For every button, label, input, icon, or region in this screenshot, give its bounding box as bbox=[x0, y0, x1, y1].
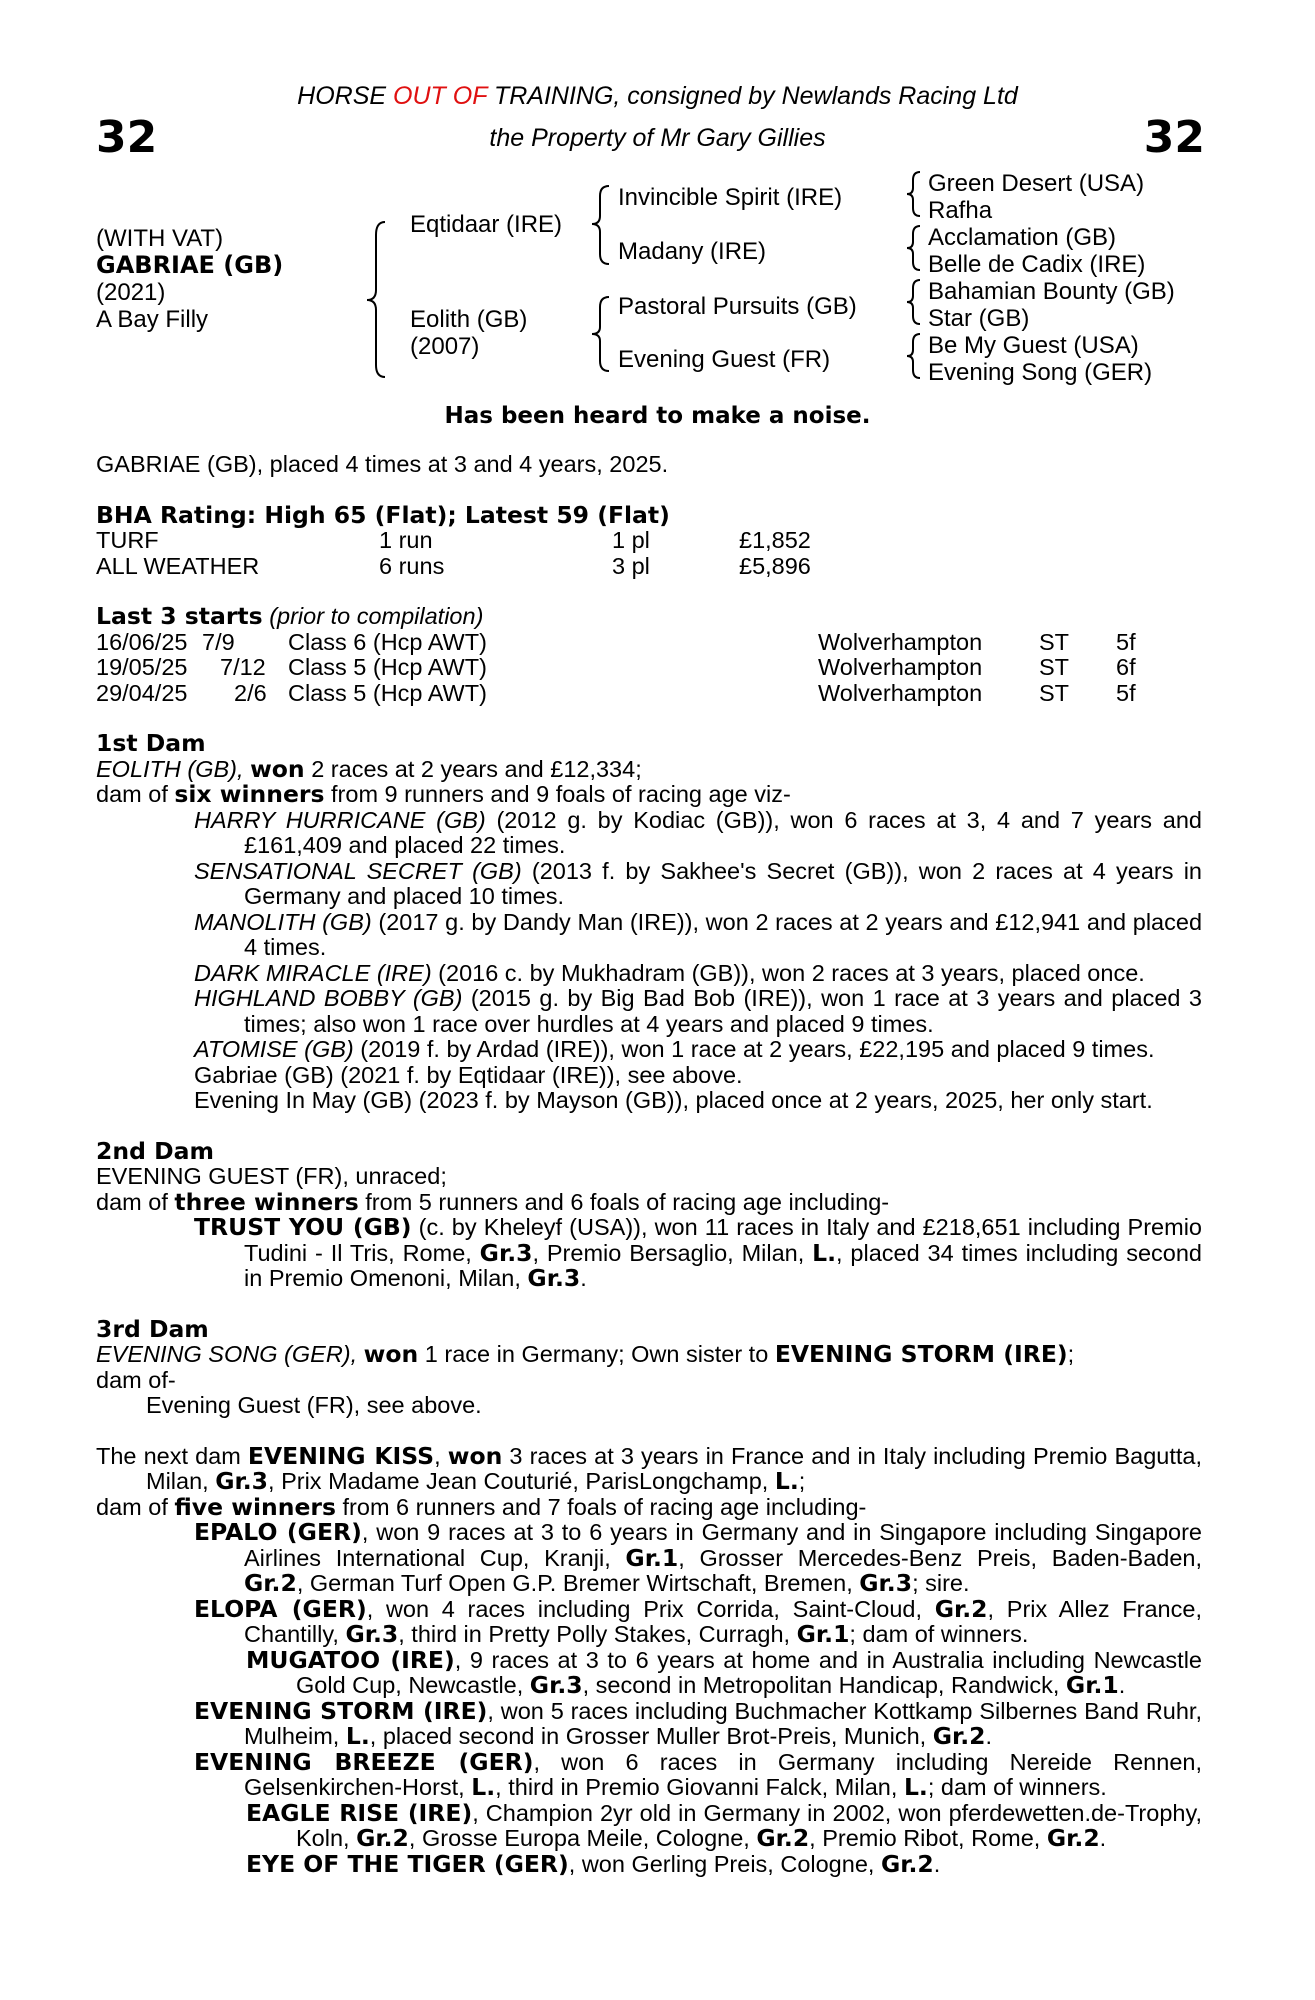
rating-row-turf bbox=[96, 528, 1202, 554]
noise-notice: Has been heard to make a noise. bbox=[444, 403, 871, 429]
group-grade: Gr.3 bbox=[479, 1238, 533, 1267]
start-row bbox=[96, 681, 1202, 707]
progeny-text: , won 4 races including Prix Corrida, Saint-Cloud, bbox=[366, 1595, 935, 1622]
won-label: won bbox=[363, 1340, 419, 1368]
sister-name: EVENING STORM (IRE) bbox=[774, 1340, 1068, 1368]
horse-name: GABRIAE (GB) bbox=[96, 251, 284, 279]
listed-grade: L. bbox=[812, 1238, 837, 1267]
bha-rating: BHA Rating: High 65 (Flat); Latest 59 (Flat) bbox=[96, 500, 670, 529]
progeny-text: (2016 c. by Mukhadram (GB)), won 2 races at 3 years, placed once. bbox=[431, 959, 1145, 986]
last-starts-title: Last 3 starts bbox=[96, 602, 263, 630]
progeny-text: . bbox=[1099, 1825, 1107, 1851]
text: ; bbox=[798, 1468, 806, 1494]
progeny-text: , Grosse Europa Meile, Cologne, bbox=[408, 1825, 757, 1851]
runs: 6 runs bbox=[379, 552, 445, 579]
progeny-name: ATOMISE (GB) bbox=[194, 1036, 354, 1062]
dam-name: EVENING KISS bbox=[247, 1441, 435, 1470]
dam-name: EOLITH (GB), bbox=[96, 755, 244, 782]
progeny-text: ; sire. bbox=[912, 1570, 970, 1596]
group-grade: Gr.2 bbox=[244, 1569, 297, 1597]
progeny-entry: Evening Guest (FR), see above. bbox=[146, 1392, 482, 1418]
start-going: ST bbox=[1039, 679, 1070, 706]
progeny-text: , placed second in Grosser Muller Brot-Preis, Munich, bbox=[369, 1723, 933, 1749]
winners-count: three winners bbox=[174, 1187, 359, 1216]
progeny-entry bbox=[96, 986, 1202, 1037]
progeny-text: , placed 34 times including second in Premio Omenoni, Milan, bbox=[244, 1239, 1202, 1291]
progeny-name: SENSATIONAL SECRET (GB) bbox=[194, 857, 522, 884]
group-grade: Gr.2 bbox=[934, 1594, 988, 1623]
progeny-text: (2013 f. by Sakhee's Secret (GB)), won 2 races at 4 years in Germany and placed 10 times. bbox=[244, 857, 1202, 909]
progeny-entry: Evening In May (GB) (2023 f. by Mayson (GB)), placed once at 2 years, 2025, her only start. bbox=[194, 1087, 1153, 1113]
produce-prefix: dam of bbox=[96, 1493, 175, 1520]
race-summary: GABRIAE (GB), placed 4 times at 3 and 4 years, 2025. bbox=[96, 451, 669, 477]
progeny-text: . bbox=[1118, 1672, 1126, 1698]
last-starts-heading bbox=[96, 604, 1202, 630]
last-starts-note: (prior to compilation) bbox=[269, 603, 484, 629]
group-grade: Gr.3 bbox=[859, 1569, 913, 1597]
progeny-entry: Gabriae (GB) (2021 f. by Eqtidaar (IRE)), see above. bbox=[194, 1061, 743, 1088]
progeny-text: (2017 g. by Dandy Man (IRE)), won 2 races at 2 years and £12,941 and placed 4 times. bbox=[244, 908, 1203, 960]
progeny-text: , German Turf Open G.P. Bremer Wirtschaft, Bremen, bbox=[296, 1570, 860, 1596]
sire: Eqtidaar (IRE) bbox=[410, 211, 563, 238]
group-grade: Gr.1 bbox=[1065, 1671, 1119, 1699]
progeny-entry bbox=[96, 1747, 1202, 1801]
progeny-entry bbox=[96, 1594, 1202, 1648]
first-dam-record bbox=[96, 754, 1202, 783]
progeny-text: , Champion 2yr old in Germany in 2002, won pferdewetten.de-Trophy, Koln, bbox=[296, 1799, 1202, 1851]
start-distance: 5f bbox=[1116, 679, 1136, 706]
group-grade: Gr.2 bbox=[1046, 1824, 1100, 1852]
surface: TURF bbox=[96, 527, 159, 553]
start-going: ST bbox=[1039, 628, 1070, 655]
punctuation: ; bbox=[1067, 1341, 1075, 1367]
sire-sire: Invincible Spirit (IRE) bbox=[618, 184, 843, 211]
placings: 3 pl bbox=[612, 552, 650, 579]
progeny-text: (2012 g. by Kodiac (GB)), won 6 races at 3, 4 and 7 years and £161,409 and placed 22 times. bbox=[244, 806, 1202, 858]
progeny-text: , third in Pretty Polly Stakes, Curragh, bbox=[398, 1621, 797, 1647]
progeny-text: ; dam of winners. bbox=[849, 1621, 1029, 1647]
dam-name: EVENING SONG (GER), bbox=[96, 1341, 358, 1367]
won-label: won bbox=[447, 1441, 503, 1470]
progeny-text: ; dam of winners. bbox=[927, 1774, 1107, 1800]
group-grade: Gr.1 bbox=[796, 1620, 850, 1648]
g3-ancestor: Green Desert (USA) bbox=[928, 170, 1145, 197]
property-line: the Property of Mr Gary Gillies bbox=[489, 124, 826, 152]
text: The next dam bbox=[96, 1442, 248, 1469]
progeny-text: (c. by Kheleyf (USA)), won 11 races in Italy and £218,651 including Premio Tudini - Il Tris, Rome, bbox=[244, 1214, 1202, 1266]
progeny-entry bbox=[96, 1215, 1202, 1292]
produce-prefix: dam of bbox=[96, 1188, 175, 1215]
catalogue-body bbox=[96, 452, 1202, 1877]
prize-money: £1,852 bbox=[739, 527, 811, 553]
text: , Prix Madame Jean Couturié, ParisLongchamp, bbox=[268, 1468, 775, 1494]
dam: Eolith (GB) bbox=[410, 306, 528, 333]
start-distance: 6f bbox=[1116, 654, 1136, 680]
progeny-text: , Premio Bersaglio, Milan, bbox=[532, 1239, 813, 1266]
group-grade: Gr.3 bbox=[345, 1620, 399, 1648]
second-dam-produce bbox=[96, 1187, 1202, 1216]
produce-text: from 6 runners and 7 foals of racing age including- bbox=[335, 1493, 867, 1520]
progeny-entry bbox=[96, 910, 1202, 961]
group-grade: Gr.2 bbox=[932, 1722, 986, 1750]
header-red-text: OUT OF bbox=[393, 82, 488, 110]
start-position: 7/12 bbox=[220, 654, 266, 680]
start-class: Class 5 (Hcp AWT) bbox=[288, 679, 487, 706]
start-position: 2/6 bbox=[234, 679, 267, 706]
progeny-entry bbox=[96, 1798, 1202, 1852]
progeny-name: MANOLITH (GB) bbox=[194, 908, 372, 935]
g3-ancestor: Be My Guest (USA) bbox=[928, 332, 1139, 359]
listed-grade: L. bbox=[903, 1773, 928, 1801]
next-dam-produce bbox=[96, 1492, 1202, 1521]
progeny-text: , won 9 races at 3 to 6 years in Germany and in Singapore including Singapore Airlines International Cup, Kranji, bbox=[244, 1519, 1202, 1571]
start-course: Wolverhampton bbox=[818, 679, 983, 706]
header-prefix: HORSE bbox=[297, 82, 394, 110]
produce-text: from 9 runners and 9 foals of racing age viz- bbox=[324, 781, 791, 807]
progeny-name: EPALO (GER) bbox=[194, 1518, 362, 1546]
rating-row-all-weather bbox=[96, 554, 1202, 580]
winners-count: six winners bbox=[174, 780, 325, 808]
start-class: Class 5 (Hcp AWT) bbox=[288, 654, 487, 680]
dam-record-text: 2 races at 2 years and £12,334; bbox=[304, 755, 642, 782]
start-class: Class 6 (Hcp AWT) bbox=[288, 628, 487, 655]
won-label: won bbox=[250, 754, 305, 783]
progeny-text: . bbox=[580, 1265, 587, 1291]
progeny-name: HIGHLAND BOBBY (GB) bbox=[194, 985, 463, 1011]
progeny-text: . bbox=[985, 1723, 993, 1749]
placings: 1 pl bbox=[612, 527, 650, 553]
start-row bbox=[96, 630, 1202, 656]
g3-ancestor: Belle de Cadix (IRE) bbox=[928, 251, 1146, 278]
start-date: 19/05/25 bbox=[96, 654, 188, 680]
progeny-text: , Premio Ribot, Rome, bbox=[809, 1825, 1047, 1851]
sire-dam: Madany (IRE) bbox=[618, 238, 767, 265]
horse-vat: (WITH VAT) bbox=[96, 225, 224, 252]
winners-count: five winners bbox=[174, 1492, 336, 1521]
progeny-text: (2019 f. by Ardad (IRE)), won 1 race at 2 years, £22,195 and placed 9 times. bbox=[353, 1036, 1155, 1062]
g3-ancestor: Star (GB) bbox=[928, 305, 1030, 332]
progeny-entry bbox=[96, 1037, 1202, 1063]
progeny-name: HARRY HURRICANE (GB) bbox=[194, 806, 486, 833]
progeny-text: , third in Premio Giovanni Falck, Milan, bbox=[495, 1774, 904, 1800]
runs: 1 run bbox=[379, 527, 433, 553]
progeny-text: , won 6 races in Germany including Nereide Rennen, Gelsenkirchen-Horst, bbox=[244, 1748, 1202, 1800]
first-dam-produce bbox=[96, 782, 1202, 808]
header-suffix: TRAINING, consigned by Newlands Racing Ltd bbox=[487, 82, 1018, 110]
start-position: 7/9 bbox=[202, 628, 235, 655]
progeny-text: (2015 g. by Big Bad Bob (IRE)), won 1 race at 3 years and placed 3 times; also won 1 race over hurdles at 4 years and placed 9 times. bbox=[244, 985, 1202, 1037]
progeny-name: EAGLE RISE (IRE) bbox=[246, 1798, 473, 1827]
third-dam-heading: 3rd Dam bbox=[96, 1314, 209, 1343]
listed-grade: L. bbox=[774, 1467, 799, 1495]
progeny-name: EVENING BREEZE (GER) bbox=[194, 1747, 534, 1776]
progeny-entry bbox=[96, 859, 1202, 910]
horse-year: (2021) bbox=[96, 279, 166, 306]
start-distance: 5f bbox=[1116, 628, 1136, 655]
group-grade: Gr.3 bbox=[527, 1264, 581, 1292]
progeny-name: TRUST YOU (GB) bbox=[194, 1213, 412, 1241]
progeny-name: EYE OF THE TIGER (GER) bbox=[246, 1849, 569, 1878]
prize-money: £5,896 bbox=[739, 552, 811, 579]
start-course: Wolverhampton bbox=[818, 628, 983, 655]
start-date: 16/06/25 bbox=[96, 628, 188, 655]
group-grade: Gr.1 bbox=[625, 1543, 679, 1572]
progeny-text: , won 5 races including Buchmacher Kottkamp Silbernes Band Ruhr, Mulheim, bbox=[244, 1697, 1202, 1749]
g3-ancestor: Acclamation (GB) bbox=[928, 224, 1117, 251]
group-grade: Gr.2 bbox=[356, 1824, 409, 1852]
group-grade: Gr.2 bbox=[880, 1849, 934, 1878]
produce-prefix: dam of bbox=[96, 781, 175, 807]
progeny-name: DARK MIRACLE (IRE) bbox=[194, 959, 432, 986]
lot-number-right: 32 bbox=[1143, 112, 1205, 163]
group-grade: Gr.2 bbox=[756, 1824, 810, 1852]
progeny-entry bbox=[96, 808, 1202, 859]
listed-grade: L. bbox=[471, 1773, 496, 1801]
progeny-entry bbox=[96, 1849, 1202, 1878]
third-dam-record bbox=[96, 1342, 1202, 1368]
dam-dam: Evening Guest (FR) bbox=[618, 346, 831, 373]
surface: ALL WEATHER bbox=[96, 552, 260, 579]
group-grade: Gr.3 bbox=[215, 1467, 269, 1495]
group-grade: Gr.3 bbox=[529, 1671, 583, 1699]
second-dam-record: EVENING GUEST (FR), unraced; bbox=[96, 1163, 447, 1189]
listed-grade: L. bbox=[345, 1722, 370, 1750]
g3-ancestor: Bahamian Bounty (GB) bbox=[928, 278, 1175, 305]
progeny-name: ELOPA (GER) bbox=[194, 1594, 367, 1623]
dam-record-text: 1 race in Germany; Own sister to bbox=[418, 1341, 775, 1367]
start-date: 29/04/25 bbox=[96, 679, 188, 706]
progeny-text: , 9 races at 3 to 6 years at home and in Australia including Newcastle Gold Cup, Newcastle, bbox=[296, 1646, 1202, 1698]
progeny-entry bbox=[96, 961, 1202, 987]
horse-description: A Bay Filly bbox=[96, 306, 209, 333]
progeny-text: , Grosser Mercedes-Benz Preis, Baden-Baden, bbox=[678, 1544, 1202, 1571]
first-dam-heading: 1st Dam bbox=[96, 729, 206, 757]
g3-ancestor: Evening Song (GER) bbox=[928, 359, 1153, 386]
g3-ancestor: Rafha bbox=[928, 197, 993, 224]
lot-number-left: 32 bbox=[96, 112, 158, 163]
progeny-text: , won Gerling Preis, Cologne, bbox=[568, 1850, 881, 1877]
produce-text: from 5 runners and 6 foals of racing age including- bbox=[358, 1188, 890, 1215]
second-dam-heading: 2nd Dam bbox=[96, 1136, 214, 1165]
progeny-text: , Prix Allez France, Chantilly, bbox=[244, 1595, 1202, 1647]
progeny-entry bbox=[96, 1645, 1202, 1699]
dam-sire: Pastoral Pursuits (GB) bbox=[618, 293, 857, 320]
start-row bbox=[96, 655, 1202, 681]
progeny-name: MUGATOO (IRE) bbox=[246, 1645, 455, 1674]
start-going: ST bbox=[1039, 654, 1070, 680]
progeny-text: , second in Metropolitan Handicap, Randwick, bbox=[582, 1672, 1066, 1698]
text: , bbox=[434, 1442, 448, 1469]
progeny-entry bbox=[96, 1696, 1202, 1750]
next-dam-record bbox=[96, 1441, 1203, 1495]
progeny-name: EVENING STORM (IRE) bbox=[194, 1696, 488, 1725]
progeny-text: . bbox=[933, 1850, 941, 1877]
start-course: Wolverhampton bbox=[818, 654, 983, 680]
dam-year: (2007) bbox=[410, 333, 480, 360]
third-dam-produce: dam of- bbox=[96, 1366, 176, 1393]
text: 3 races at 3 years in France and in Italy including Premio Bagutta, Milan, bbox=[146, 1442, 1203, 1494]
progeny-entry bbox=[96, 1520, 1202, 1597]
